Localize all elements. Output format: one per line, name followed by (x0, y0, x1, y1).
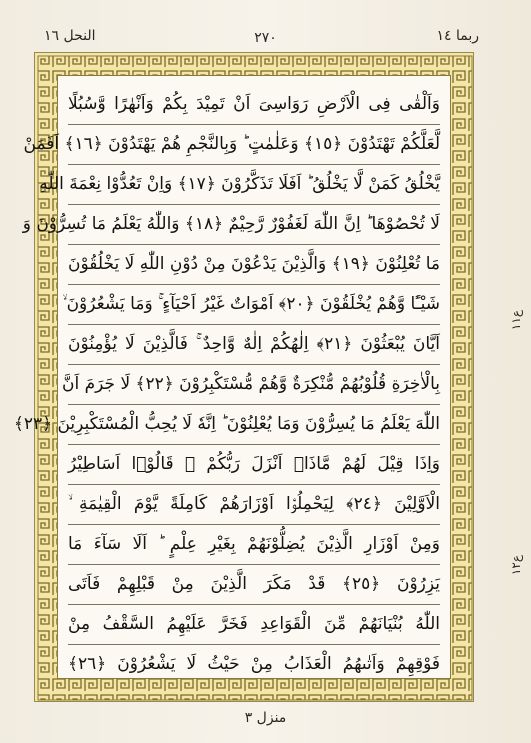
verse-line: اللّٰهُ بُنْيَانَهُمْ مِّنَ الْقَوَاعِدِ فَخَرَّ عَلَيْهِمُ السَّقْفُ مِنْ (68, 604, 440, 645)
verse-line: وَاِذَا قِيْلَ لَهُمْ مَّاذَاۤ اَنْزَلَ رَبُّكُمْ ۙ قَالُوْۤا اَسَاطِيْرُ (68, 444, 440, 485)
verse-line: وَمِنْ اَوْزَارِ الَّذِيْنَ يُضِلُّوْنَهُمْ بِغَيْرِ عِلْمٍ ؕ اَلَا سَآءَ مَا (68, 524, 440, 565)
verse-line: الْاَوَّلِيْنَ ﴿٢٤﴾ لِيَحْمِلُوْۤا اَوْزَارَهُمْ كَامِلَةً يَّوْمَ الْقِيٰمَةِ ۙ (68, 484, 440, 525)
verse-line: اَيَّانَ يُبْعَثُوْنَ ﴿٢١﴾ اِلٰهُكُمْ اِلٰهٌ وَّاحِدٌ ۚ فَالَّذِيْنَ لَا يُؤْمِنُوْنَ (68, 324, 440, 365)
surah-name-header: النحل ١٦ (44, 28, 96, 44)
verse-text-panel (13, 75, 451, 679)
verse-line: اللّٰهَ يَعْلَمُ مَا يُسِرُّوْنَ وَمَا يُعْلِنُوْنَ ؕ اِنَّهٗ لَا يُحِبُّ الْمُسْتَكْبِرِيْنَ ﴿٢٣﴾ (68, 404, 440, 445)
verse-line: لَّعَلَّكُمْ تَهْتَدُوْنَ ﴿١٥﴾ وَعَلٰمٰتٍ ؕ وَبِالنَّجْمِ هُمْ يَهْتَدُوْنَ ﴿١٦﴾ اَفَمَنْ (68, 124, 440, 165)
verse-line: لَا تُحْصُوْهَا ؕ اِنَّ اللّٰهَ لَغَفُوْرٌ رَّحِيْمٌ ﴿١٨﴾ وَاللّٰهُ يَعْلَمُ مَا تُسِرُّوْنَ وَ (68, 204, 440, 245)
page-number: ٢٧٠ (254, 30, 277, 46)
ruku-marker: ع١١ (509, 310, 523, 331)
verse-line: مَا تُعْلِنُوْنَ ﴿١٩﴾ وَالَّذِيْنَ يَدْعُوْنَ مِنْ دُوْنِ اللّٰهِ لَا يَخْلُقُوْنَ (68, 244, 440, 285)
juz-name-header: ربما ١٤ (436, 28, 479, 44)
verse-line: يَزِرُوْنَ ﴿٢٥﴾ قَدْ مَكَرَ الَّذِيْنَ مِنْ قَبْلِهِمْ فَاَتَى (68, 564, 440, 605)
verse-line: بِالْاٰخِرَةِ قُلُوْبُهُمْ مُّنْكِرَةٌ وَّهُمْ مُّسْتَكْبِرُوْنَ ﴿٢٢﴾ لَا جَرَمَ اَنَّ (68, 364, 440, 405)
decorative-frame (13, 52, 474, 702)
manzil-footer: منزل ٣ (244, 710, 287, 726)
verse-line: شَيْـًٔا وَّهُمْ يُخْلَقُوْنَ ﴿٢٠﴾ اَمْوَاتٌ غَيْرُ اَحْيَآءٍ ۚ وَمَا يَشْعُرُوْنَ ۙ (68, 284, 440, 325)
verse-line: وَاَلْقٰى فِى الْاَرْضِ رَوَاسِىَ اَنْ تَمِيْدَ بِكُمْ وَاَنْهٰرًا وَّسُبُلًا (68, 84, 440, 125)
verse-line: فَوْقِهِمْ وَاَتٰىهُمُ الْعَذَابُ مِنْ حَيْثُ لَا يَشْعُرُوْنَ ﴿٢٦﴾ (68, 654, 440, 674)
verse-line: يَّخْلُقُ كَمَنْ لَّا يَخْلُقُ ؕ اَفَلَا تَذَكَّرُوْنَ ﴿١٧﴾ وَاِنْ تَعُدُّوْا نِعْمَةَ اللّٰهِ (68, 164, 440, 205)
ruku-marker: ع١٢ (509, 555, 523, 576)
